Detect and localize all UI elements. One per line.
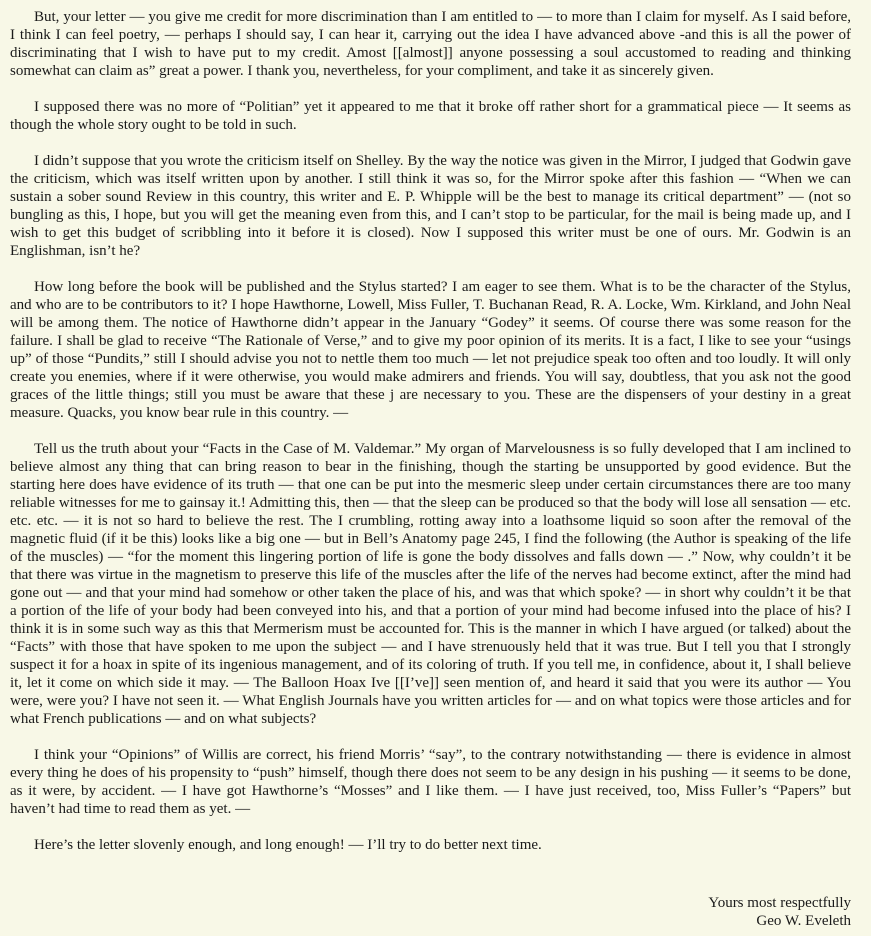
paragraph-shelley-criticism: I didn’t suppose that you wrote the criticism itself on Shelley. By the way the notice was given in the Mirror, I judged that Godwin gave the criticism, which was itself written upon by another. I still think it was so, for the Mirror spoke after this fashion — “When we can sustain a sober sound Review in this country, this writer and E. P. Whipple will be the best to manage its critical department” — (not so bungling as this, I hope, but you will get the meaning even from this, and I can’t stop to be particular, for the mail is being made up, and I wish to get this budget of scribbling into it before it is closed). Now I supposed this writer must be one of ours. Mr. Godwin is an Englishman, isn’t he? <box>10 153 851 259</box>
letter-closing <box>708 894 851 930</box>
paragraph-valdemar: Tell us the truth about your “Facts in the Case of M. Valdemar.” My organ of Marvelousness is so fully developed that I am inclined to believe almost any thing that can bring reason to bear in the finishing, though the starting be unsupported by good evidence. But the starting here does have evidence of its truth — that one can be put into the mesmeric sleep under certain circumstances there are too many reliable witnesses for me to gainsay it.! Admitting this, then — that the sleep can be produced so that the body will lose all sensation — etc. etc. etc. — it is not so hard to believe the rest. The I crumbling, rotting away into a loathsome liquid so soon after the removal of the magnetic fluid (if it be this) looks like a big one — but in Bell’s Anatomy page 245, I find the following (the Author is speaking of the life of the muscles) — “for the moment this lingering portion of life is gone the body dissolves and falls down — .” Now, why couldn’t it be that there was virtue in the magnetism to preserve this life of the muscles after the life of the nerves had become extinct, after the mind had gone out — and that your mind had somehow or other taken the place of his, and was that which spoke? — in short why couldn’t it be that a portion of the life of your body had been conveyed into his, and that a portion of your mind had become infused into the place of his? I think it is in some such way as this that Mermerism must be accounted for. This is the manner in which I have argued (or talked) about the “Facts” with those that have spoken to me upon the subject — and I have strenuously held that it was true. But I tell you that I strongly suspect it for a hoax in spite of its ingenious management, and of its coloring of truth. If you tell me, in confidence, about it, I shall believe it, let it come on which side it may. — The Balloon Hoax Ive [[I’ve]] seen mention of, and heard it said that you were its author — You were, were you? I have not seen it. — What English Journals have you written articles for — and on what topics were those articles and for what French publications — and on what subjects? <box>10 441 851 727</box>
paragraph-stylus: How long before the book will be published and the Stylus started? I am eager to see them. What is to be the character of the Stylus, and who are to be contributors to it? I hope Hawthorne, Lowell, Miss Fuller, T. Buchanan Read, R. A. Locke, Wm. Kirkland, and John Neal will be among them. The notice of Hawthorne didn’t appear in the January “Godey” it seems. Of course there was some reason for the failure. I shall be glad to receive “The Rationale of Verse,” and to give my poor opinion of its merits. It is a fact, I like to see your “usings up” of those “Pundits,” still I should advise you not to nettle them too much — let not prejudice speak too often and too loudly. It will only create you enemies, where if it were otherwise, you would make admirers and friends. You will say, doubtless, that you ask not the good graces of the little things; still you must be aware that these j are necessary to you. These are the dispensers of your destiny in a great measure. Quacks, you know bear rule in this country. — <box>10 279 851 421</box>
valediction: Yours most respectfully <box>708 895 851 911</box>
paragraph-willis-opinions: I think your “Opinions” of Willis are correct, his friend Morris’ “say”, to the contrary notwithstanding — there is evidence in almost every thing he does of his propensity to “push” himself, though there does not seem to be any design in his pushing — it seems to be done, as it were, by accident. — I have got Hawthorne’s “Mosses” and I like them. — I have just received, too, Miss Fuller’s “Papers” but haven’t had time to read them as yet. — <box>10 747 851 817</box>
paragraph-credit-discrimination: But, your letter — you give me credit for more discrimination than I am entitled to — to more than I claim for myself. As I said before, I think I can feel poetry, — perhaps I should say, I can hear it, carrying out the idea I have advanced above -and this is all the power of discriminating that I wish to have put to my credit. Amost [[almost]] anyone possessing a soul accustomed to reading and thinking somewhat can claim as” great a power. I thank you, nevertheless, for your compliment, and take it as sincerely given. <box>10 9 851 79</box>
signature: Geo W. Eveleth <box>756 913 851 929</box>
paragraph-politian: I supposed there was no more of “Politian” yet it appeared to me that it broke off rather short for a grammatical piece — It seems as though the whole story ought to be told in such. <box>10 99 851 133</box>
paragraph-letter-close: Here’s the letter slovenly enough, and long enough! — I’ll try to do better next time. <box>34 837 542 853</box>
letter-body <box>10 8 851 872</box>
